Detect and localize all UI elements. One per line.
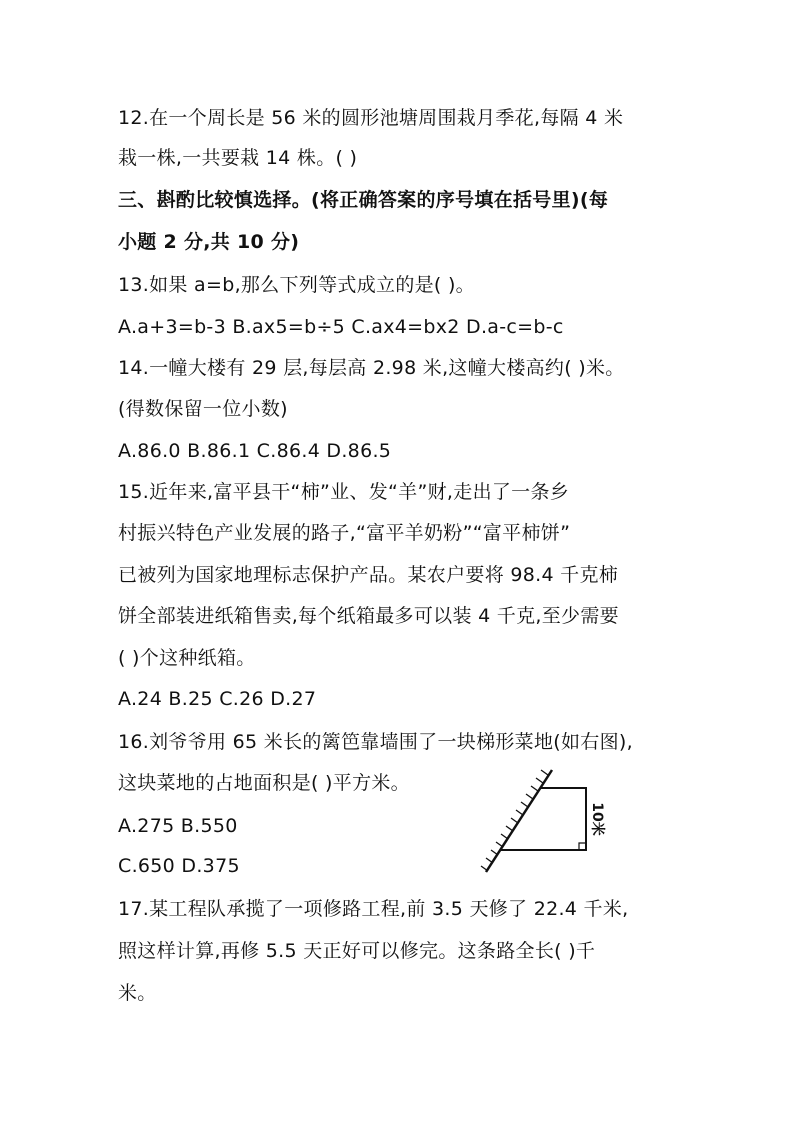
q15-line4: 饼全部装进纸箱售卖,每个纸箱最多可以装 4 千克,至少需要 bbox=[118, 605, 619, 627]
q14-options: A.86.0 B.86.1 C.86.4 D.86.5 bbox=[118, 440, 392, 462]
q17-line2: 照这样计算,再修 5.5 天正好可以修完。这条路全长( )千 bbox=[118, 940, 596, 962]
q13-options: A.a+3=b-3 B.ax5=b÷5 C.ax4=bx2 D.a-c=b-c bbox=[118, 316, 564, 338]
q15-line2: 村振兴特色产业发展的路子,“富平羊奶粉”“富平柿饼” bbox=[118, 522, 571, 544]
q13-stem: 13.如果 a=b,那么下列等式成立的是( )。 bbox=[118, 274, 475, 296]
q16-options-row1: A.275 B.550 bbox=[118, 815, 238, 837]
q16-line1: 16.刘爷爷用 65 米长的篱笆靠墙围了一块梯形菜地(如右图), bbox=[118, 731, 633, 753]
wall-line bbox=[486, 770, 552, 872]
q12-line2: 栽一株,一共要栽 14 株。( ) bbox=[118, 147, 358, 169]
q16-options-row2: C.650 D.375 bbox=[118, 855, 240, 877]
q12-line1: 12.在一个周长是 56 米的圆形池塘周围栽月季花,每隔 4 米 bbox=[118, 107, 624, 129]
right-angle-mark bbox=[579, 843, 586, 850]
section3-heading-line1: 三、斟酌比较慎选择。(将正确答案的序号填在括号里)(每 bbox=[118, 189, 609, 211]
section3-heading-line2: 小题 2 分,共 10 分) bbox=[118, 231, 300, 253]
trapezoid-vegetable-plot-figure bbox=[478, 768, 613, 873]
q16-line2: 这块菜地的占地面积是( )平方米。 bbox=[118, 772, 410, 794]
q15-line1: 15.近年来,富平县干“柿”业、发“羊”财,走出了一条乡 bbox=[118, 481, 570, 503]
q17-line3: 米。 bbox=[118, 982, 157, 1004]
q17-line1: 17.某工程队承揽了一项修路工程,前 3.5 天修了 22.4 千米, bbox=[118, 898, 629, 920]
q14-stem: 14.一幢大楼有 29 层,每层高 2.98 米,这幢大楼高约( )米。 bbox=[118, 357, 625, 379]
q14-note: (得数保留一位小数) bbox=[118, 398, 288, 420]
wall-hatching bbox=[481, 770, 548, 871]
q15-options: A.24 B.25 C.26 D.27 bbox=[118, 688, 317, 710]
height-label: 10米 bbox=[589, 802, 605, 836]
q15-line3: 已被列为国家地理标志保护产品。某农户要将 98.4 千克柿 bbox=[118, 564, 619, 586]
q15-line5: ( )个这种纸箱。 bbox=[118, 647, 256, 669]
